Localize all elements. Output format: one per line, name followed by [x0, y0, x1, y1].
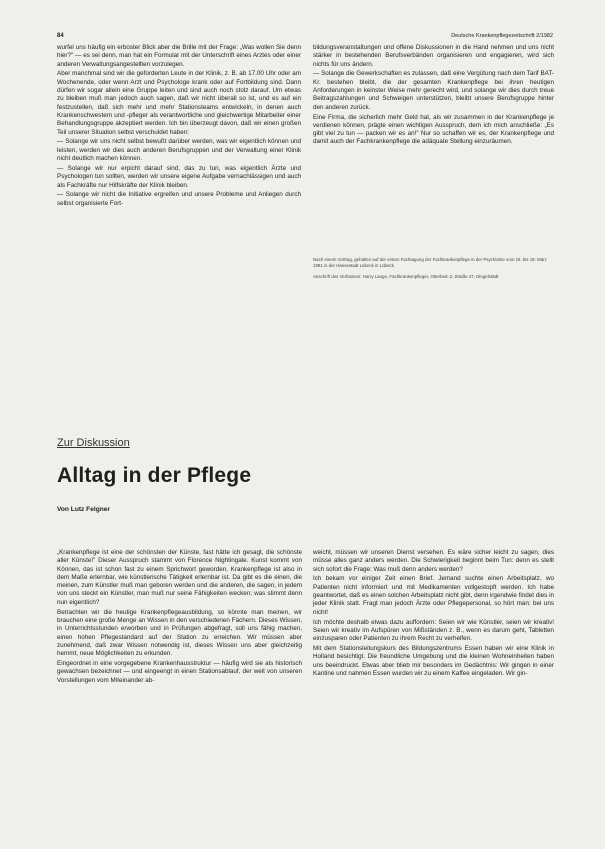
paragraph: — Solange wir nur erpicht darauf sind, das zu tun, was eigentlich Ärzte und Psychologen tun sollten, werden wir unsere eigene Aufgabe vernachlässigen und auch als Fachkräfte nur Hilfskräfte der Klinik bleiben.: [57, 164, 301, 189]
top-left-column: [57, 44, 301, 210]
paragraph: Eine Firma, die sicherlich mehr Geld hat, als wir zusammen in der Krankenpflege je verdienen können, prägte einen wichtigen Ausspruch, dem ich mich anschließe: „Es gibt viel zu tun — packen wir es an!" Nur so schaffen wir es, der Krankenpflege und damit auch der Fachkrankenpflege die adäquate Stellung einzuräumen.: [313, 113, 554, 146]
section-kicker: Zur Diskussion: [57, 437, 130, 449]
paragraph: Aber manchmal sind wir die geforderten Leute in der Klinik, z. B. ab 17.00 Uhr oder am Wochenende, oder wenn Arzt und Psychologe krank oder auf Fortbildung sind. Dann dürfen wir sogar allein eine Gruppe leiten und sind auch noch stolz darauf. Um etwas zu bleiben muß man jedoch auch sagen, daß wir nicht überall so ist, und es auf ein festzustellen, daß sich mehr und mehr Stationsteams entwickeln, in denen auch Krankenschwestern und -pfleger als verantwortliche und gleichwertige Mitarbeiter einer Behandlungsgruppe akzeptiert werden. Ich bin überzeugt davon, daß wir einen großen Teil unserer Situation selbst verschuldet haben:: [57, 70, 301, 136]
paragraph: Ich möchte deshalb etwas dazu auffordern: Seien wir wie Künstler, seien wir kreativ! Seien wir kreativ im Aufspüren von Mißständen z. B., wenn es darum geht, Tabletten einzusparen oder Patienten zu ihrem Recht zu verhelfen.: [313, 618, 554, 643]
article-right-column: [313, 549, 554, 680]
top-right-column: [313, 44, 554, 148]
paragraph: Ich bekam vor einiger Zeit einen Brief. Jemand suchte einen Arbeitsplatz, wo Patienten nicht informiert und mit Medikamenten vollgestopft werden. Ich habe geantwortet, daß es einen solchen Arbeitsplatz nicht gibt, denn irgendwie findet dies in jeder Klinik statt. Fragt man jedoch Ärzte oder Pflegepersonal, so hört man: bei uns nicht!: [313, 575, 554, 616]
paragraph: Mit dem Stationsleitungskurs des Bildungszentrums Essen haben wir eine Klinik in Holland besichtigt. Die freundliche Umgebung und die kleinen Wohneinheiten haben uns beeindruckt. Etwas aber blieb mir besonders im Gedächtnis: Wir gingen in einer Kantine und nahmen Essen wurden wir zu einem Kaffee eingeladen. Wir gin-: [313, 645, 554, 677]
article-left-column: [57, 549, 302, 687]
paragraph: — Solange wir nicht die Initiative ergreifen und unsere Probleme und Anliegen durch selbst organisierte Fort-: [57, 191, 301, 207]
paragraph: „Krankenpflege ist eine der schönsten der Künste, fast hätte ich gesagt, die schönste aller Künste!" Dieser Ausspruch stammt von Florence Nightingale. Kunst kommt von Können, das ist schon fast zu einem Sprichwort geworden. Krankenpflege ist also in dem Maße erlernbar, wie künstlerische Tätigkeit erlernbar ist. Da gibt es die einen, die meinen, zum Künstler muß man geboren werden und die anderen, die sagen, in jedem von uns steckt ein Künstler, man muß nur seine Fähigkeiten wecken; was stimmt denn nun eigentlich?: [57, 549, 302, 606]
article-author: Von Lutz Felgner: [57, 506, 110, 513]
footnote-source: Nach einem Vortrag, gehalten auf der ersten Fachtagung der Fachkrankenpflege in der Psychiatrie vom 16. bis 19. März 1981 in der Hansestadt Lübeck in Lübeck.: [313, 257, 547, 268]
footnotes: [313, 257, 554, 285]
paragraph: Eingeordnet in eine vorgegebene Krankenhausstruktur — häufig wird sie als historisch gewachsen bezeichnet — und eingeengt in einen Stationsablauf, der weit von unseren Vorstellungen vom Miteinander ab-: [57, 660, 302, 684]
paragraph: wurfel uns häufig ein erboster Blick aber die Brille mit der Frage: „Was wollen Sie denn hier?" — es sei denn, man hat ein Formular mit der Unterschrift eines Arztes oder einer anderen Verwaltungsangestellten vorzulegen.: [57, 44, 301, 68]
journal-header: Deutsche Krankenpflegezeitschrift 2/1982: [451, 33, 553, 39]
paragraph: bildungsveranstaltungen und offene Diskussionen in die Hand nehmen und uns nicht stärker in bestehenden Berufsverbänden organisieren und engagieren, wird sich nichts für uns ändern.: [313, 44, 554, 68]
paragraph: Betrachten wir die heutige Krankenpflegeausbildung, so könnte man meinen, wir brauchen eine große Menge an Wissen in den verschiedenen Fächern. Dieses Wissen, in Unterrichtsstunden erworben und in Prüfungen abgefragt, soll uns fähig machen, einen hohen Pflegestandard auf der Station zu erreichen. Wir müssen aber zunehmend, daß zwar Wissen notwendig ist, dieses Wissen uns aber gleichzeitig hemmt, neue Möglichkeiten zu erkunden.: [57, 608, 302, 658]
paragraph: — Solange wir uns nicht selbst bewußt darüber werden, was wir eigentlich können und leisten, werden wir dies auch anderen Berufsgruppen und der Verwaltung einer Klinik nicht deutlich machen können.: [57, 138, 301, 163]
footnote-author-address: Anschrift des Verfassers: Harry Lange, Fachkrankenpfleger, Otterbein 2, Straße 27, Dingelstädt: [313, 274, 499, 279]
page-number: 84: [57, 33, 64, 39]
paragraph: — Solange die Gewerkschaften es zulassen, daß eine Vergütung nach dem Tarif BAT-Kr. bestehen bleibt, die der gesamten Krankenpflege bei ihren heutigen Anforderungen in keinster Weise mehr gerecht wird, und solange wir dies durch treue Beitragszahlungen und Schweigen unterstützen, bleibt unsere Berufsgruppe hinter den anderen zurück.: [313, 70, 554, 111]
paragraph: weicht, müssen wir unseren Dienst versehen. Es wäre sicher leicht zu sagen, dies müsse alles ganz anders werden. Die Schwierigkeit beginnt beim Tun: denn es stellt sich sofort die Frage: Was muß denn anders werden?: [313, 549, 554, 573]
article-title: Alltag in der Pflege: [57, 464, 252, 487]
